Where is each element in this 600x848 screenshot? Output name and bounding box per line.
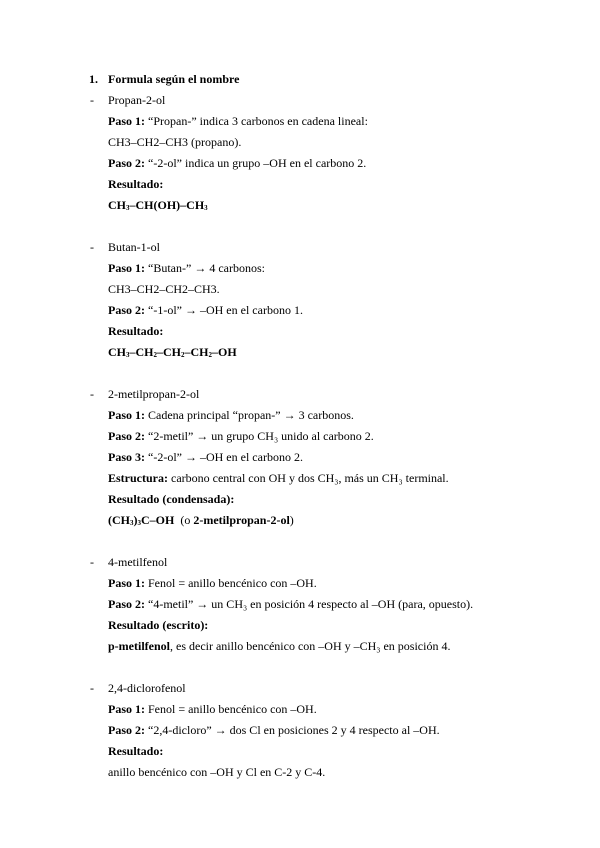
- formula-note: ): [289, 513, 294, 527]
- list-dash: -: [90, 681, 94, 695]
- item-name: Propan-2-ol: [108, 93, 166, 107]
- section-title: Formula según el nombre: [108, 72, 240, 86]
- formula-part: CH: [108, 198, 126, 212]
- result-label: Resultado:: [108, 744, 164, 758]
- step-text: carbono central con OH y dos CH₃, más un CH₃ terminal.: [168, 471, 449, 485]
- item-name: Butan-1-ol: [108, 240, 160, 254]
- list-item-2-metilpropan-2-ol: [0, 384, 600, 531]
- result-label: Resultado:: [108, 177, 164, 191]
- step-label: Paso 1:: [108, 408, 145, 422]
- step-text: “-1-ol” → –OH en el carbono 1.: [145, 303, 303, 317]
- result-label-line: [0, 741, 600, 762]
- step-label: Estructura:: [108, 471, 168, 485]
- list-dash: -: [90, 93, 94, 107]
- list-dash: -: [90, 387, 94, 401]
- step-text: Cadena principal “propan-” → 3 carbonos.: [145, 408, 354, 422]
- step-label: Paso 2:: [108, 597, 145, 611]
- step-line: [0, 447, 600, 468]
- formula-part: (CH: [108, 513, 130, 527]
- spacer: [0, 363, 600, 384]
- result-label-line: [0, 489, 600, 510]
- item-name-row: [0, 678, 600, 699]
- result-label: Resultado:: [108, 324, 164, 338]
- step-line: [0, 300, 600, 321]
- result-label: Resultado (escrito):: [108, 618, 209, 632]
- formula-part: –OH: [212, 345, 237, 359]
- section-heading: [0, 69, 600, 90]
- step-text: Fenol = anillo bencénico con –OH.: [145, 576, 317, 590]
- step-label: Paso 1:: [108, 114, 145, 128]
- list-dash: -: [90, 555, 94, 569]
- step-line: [0, 153, 600, 174]
- step-label: Paso 3:: [108, 450, 145, 464]
- formula-part: –CH(OH)–CH: [129, 198, 205, 212]
- result-text: anillo bencénico con –OH y Cl en C-2 y C-4.: [108, 765, 326, 779]
- formula-subscript: 3: [137, 519, 141, 527]
- formula-part: –CH: [184, 345, 209, 359]
- result-text-line: [0, 762, 600, 783]
- step-line: [0, 426, 600, 447]
- step-label: Paso 1:: [108, 261, 145, 275]
- step-line: [0, 720, 600, 741]
- step-line: [0, 132, 600, 153]
- result-name: p-metilfenol: [108, 639, 170, 653]
- formula-subscript: 2: [153, 351, 157, 359]
- step-text: CH3–CH2–CH3 (propano).: [108, 135, 242, 149]
- item-name-row: [0, 384, 600, 405]
- formula-part: C–OH: [141, 513, 175, 527]
- result-label-line: [0, 615, 600, 636]
- step-text: “-2-ol” → –OH en el carbono 2.: [145, 450, 303, 464]
- step-text: “-2-ol” indica un grupo –OH en el carbono 2.: [145, 156, 367, 170]
- step-text: CH3–CH2–CH2–CH3.: [108, 282, 220, 296]
- formula-part: CH: [108, 345, 126, 359]
- result-label-line: [0, 174, 600, 195]
- formula-note: (o: [174, 513, 194, 527]
- formula-part: –CH: [157, 345, 181, 359]
- result-label-line: [0, 321, 600, 342]
- step-label: Paso 2:: [108, 303, 145, 317]
- formula-subscript: 3: [130, 519, 134, 527]
- step-text: Fenol = anillo bencénico con –OH.: [145, 702, 317, 716]
- step-label: Paso 2:: [108, 723, 145, 737]
- section-number: 1.: [89, 72, 98, 86]
- step-line: [0, 405, 600, 426]
- list-item-propan-2-ol: [0, 90, 600, 216]
- step-line: [0, 279, 600, 300]
- step-text: “Butan-” → 4 carbonos:: [145, 261, 265, 275]
- formula-subscript: 3: [126, 204, 130, 212]
- item-name: 2-metilpropan-2-ol: [108, 387, 200, 401]
- list-item-2-4-diclorofenol: [0, 678, 600, 783]
- step-label: Paso 2:: [108, 429, 145, 443]
- formula-name: 2-metilpropan-2-ol: [193, 513, 290, 527]
- list-item-4-metilfenol: [0, 552, 600, 657]
- step-text: “2-metil” → un grupo CH₃ unido al carbono 2.: [145, 429, 374, 443]
- item-name-row: [0, 552, 600, 573]
- item-name: 4-metilfenol: [108, 555, 168, 569]
- formula-part: ): [133, 513, 138, 527]
- formula-subscript: 3: [204, 204, 208, 212]
- formula-subscript: 2: [181, 351, 185, 359]
- list-item-butan-1-ol: [0, 237, 600, 363]
- item-name: 2,4-diclorofenol: [108, 681, 186, 695]
- step-label: Paso 1:: [108, 576, 145, 590]
- result-text-line: [0, 636, 600, 657]
- step-line: [0, 111, 600, 132]
- spacer: [0, 657, 600, 678]
- formula-subscript: 2: [208, 351, 212, 359]
- result-formula: [0, 342, 600, 363]
- step-label: Paso 2:: [108, 156, 145, 170]
- item-name-row: [0, 237, 600, 258]
- result-label: Resultado (condensada):: [108, 492, 235, 506]
- step-line: [0, 468, 600, 489]
- step-text: “Propan-” indica 3 carbonos en cadena lineal:: [145, 114, 368, 128]
- step-text: “4-metil” → un CH₃ en posición 4 respecto al –OH (para, opuesto).: [145, 597, 474, 611]
- step-line: [0, 699, 600, 720]
- step-line: [0, 594, 600, 615]
- step-line: [0, 258, 600, 279]
- step-text: “2,4-dicloro” → dos Cl en posiciones 2 y 4 respecto al –OH.: [145, 723, 440, 737]
- spacer: [0, 531, 600, 552]
- formula-part: –CH: [129, 345, 154, 359]
- step-label: Paso 1:: [108, 702, 145, 716]
- list-dash: -: [90, 240, 94, 254]
- spacer: [0, 216, 600, 237]
- result-formula: [0, 510, 600, 531]
- result-formula: [0, 195, 600, 216]
- item-name-row: [0, 90, 600, 111]
- formula-subscript: 3: [126, 351, 130, 359]
- step-line: [0, 573, 600, 594]
- result-text: , es decir anillo bencénico con –OH y –CH₃ en posición 4.: [170, 639, 451, 653]
